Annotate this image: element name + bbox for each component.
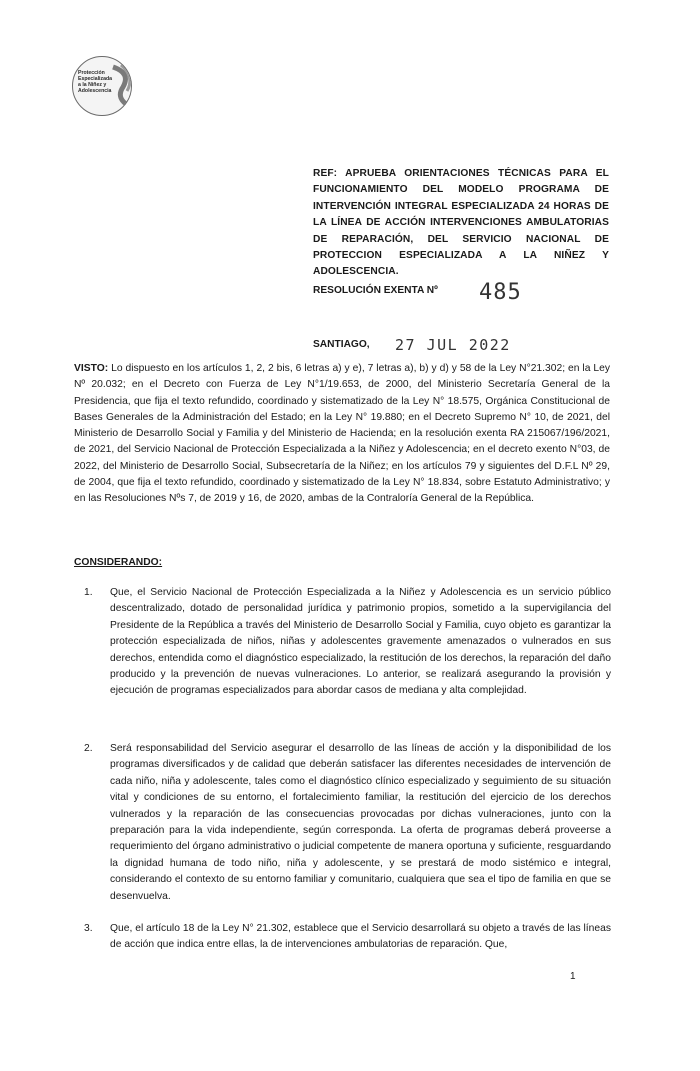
considerando-item-1 bbox=[84, 585, 611, 700]
considerando-item-2 bbox=[84, 741, 611, 905]
considerando-item-3 bbox=[84, 921, 611, 954]
page-number: 1 bbox=[570, 971, 576, 982]
logo-text: Protección Especializada a la Niñez y Adolescencia bbox=[78, 70, 113, 94]
resolution-label: RESOLUCIÓN EXENTA Nº bbox=[313, 285, 438, 296]
item-number: 1. bbox=[84, 587, 93, 598]
institution-logo bbox=[72, 56, 132, 116]
visto-paragraph bbox=[74, 361, 610, 508]
visto-label: VISTO: bbox=[74, 363, 109, 374]
item-number: 2. bbox=[84, 743, 93, 754]
reference-block: REF: APRUEBA ORIENTACIONES TÉCNICAS PARA EL FUNCIONAMIENTO DEL MODELO PROGRAMA DE INTERVENCIÓN INTEGRAL ESPECIALIZADA 24 HORAS DE LA LÍNEA DE ACCIÓN INTERVENCIONES AMBULATORIAS DE REPARACIÓN, DEL SERVICIO NACIONAL DE PROTECCION ESPECIALIZADA A LA NIÑEZ Y ADOLESCENCIA. bbox=[313, 168, 609, 278]
item-text: Que, el artículo 18 de la Ley N° 21.302, establece que el Servicio desarrollará su objeto a través de las líneas de acción que indica entre ellas, la de intervenciones ambulatorias de reparación. Que, bbox=[110, 923, 611, 951]
logo-mark-icon bbox=[109, 63, 132, 109]
city: SANTIAGO, bbox=[313, 339, 370, 350]
date-stamp: 27 JUL 2022 bbox=[395, 336, 511, 354]
item-number: 3. bbox=[84, 923, 93, 934]
item-text: Será responsabilidad del Servicio asegurar el desarrollo de las líneas de acción y la disponibilidad de los programas diversificados y de calidad que deberán satisfacer las diferentes necesidades de intervención de cada niño, niña y adolescente, tales como el diagnóstico clínico especializado y seguimiento de su situación vital y condiciones de su entorno, el fortalecimiento familiar, la restitución del ejercicio de los derechos vulnerados y la reparación de las consecuencias provocadas por dichas vulneraciones, junto con la preparación para la vida independiente, según corresponda. La oferta de programas deberá proveerse a requerimiento del órgano administrativo o judicial competente de manera oportuna y suficiente, resguardando la dignidad humana de todo niño, niña y adolescente, y se prestará de modo sistémico e integral, considerando el contexto de su entorno familiar y comunitario, cualquiera que sea el tipo de familia en que se desenvuelva. bbox=[110, 743, 611, 902]
considerando-title: CONSIDERANDO: bbox=[74, 557, 163, 568]
visto-text: Lo dispuesto en los artículos 1, 2, 2 bis, 6 letras a) y e), 7 letras a), b) y d) y 58 de la Ley N°21.302; en la Ley Nº 20.032; en el Decreto con Fuerza de Ley N°1/19.653, de 2000, del Ministerio Secretaría General de la Presidencia, que fija el texto refundido, coordinado y sistematizado de la Ley N° 18.575, Orgánica Constitucional de Bases Generales de la Administración del Estado; en la Ley N° 19.880; en el Decreto Supremo N° 10, de 2021, del Ministerio de Desarrollo Social y Familia y del Ministerio de Hacienda; en la resolución exenta RA 215067/196/2021, de 2021, del Servicio Nacional de Protección Especializada a la Niñez y Adolescencia; en el decreto exento N°03, de 2022, del Ministerio de Desarrollo Social, Subsecretaría de la Niñez; en los artículos 79 y siguientes del D.F.L Nº 29, de 2004, que fija el texto refundido, coordinado y sistematizado de la Ley N° 18.834, sobre Estatuto Administrativo; y en las Resoluciones Nºs 7, de 2019 y 16, de 2020, ambas de la Contraloría General de la República. bbox=[74, 363, 610, 505]
resolution-number: 485 bbox=[479, 280, 522, 305]
item-text: Que, el Servicio Nacional de Protección Especializada a la Niñez y Adolescencia es un servicio público descentralizado, dotado de personalidad jurídica y patrimonio propios, sometido a la supervigilancia del Presidente de la República a través del Ministerio de Desarrollo Social y Familia, cuyo objeto es garantizar la protección especializada de niños, niñas y adolescentes gravemente amenazados o vulnerados en sus derechos, entendida como el diagnóstico especializado, la restitución de los derechos, la reparación del daño producido y la prevención de nuevas vulneraciones. Lo anterior, se realizará asegurando la provisión y ejecución de programas especializados para abordar casos de mediana y alta complejidad. bbox=[110, 587, 611, 697]
